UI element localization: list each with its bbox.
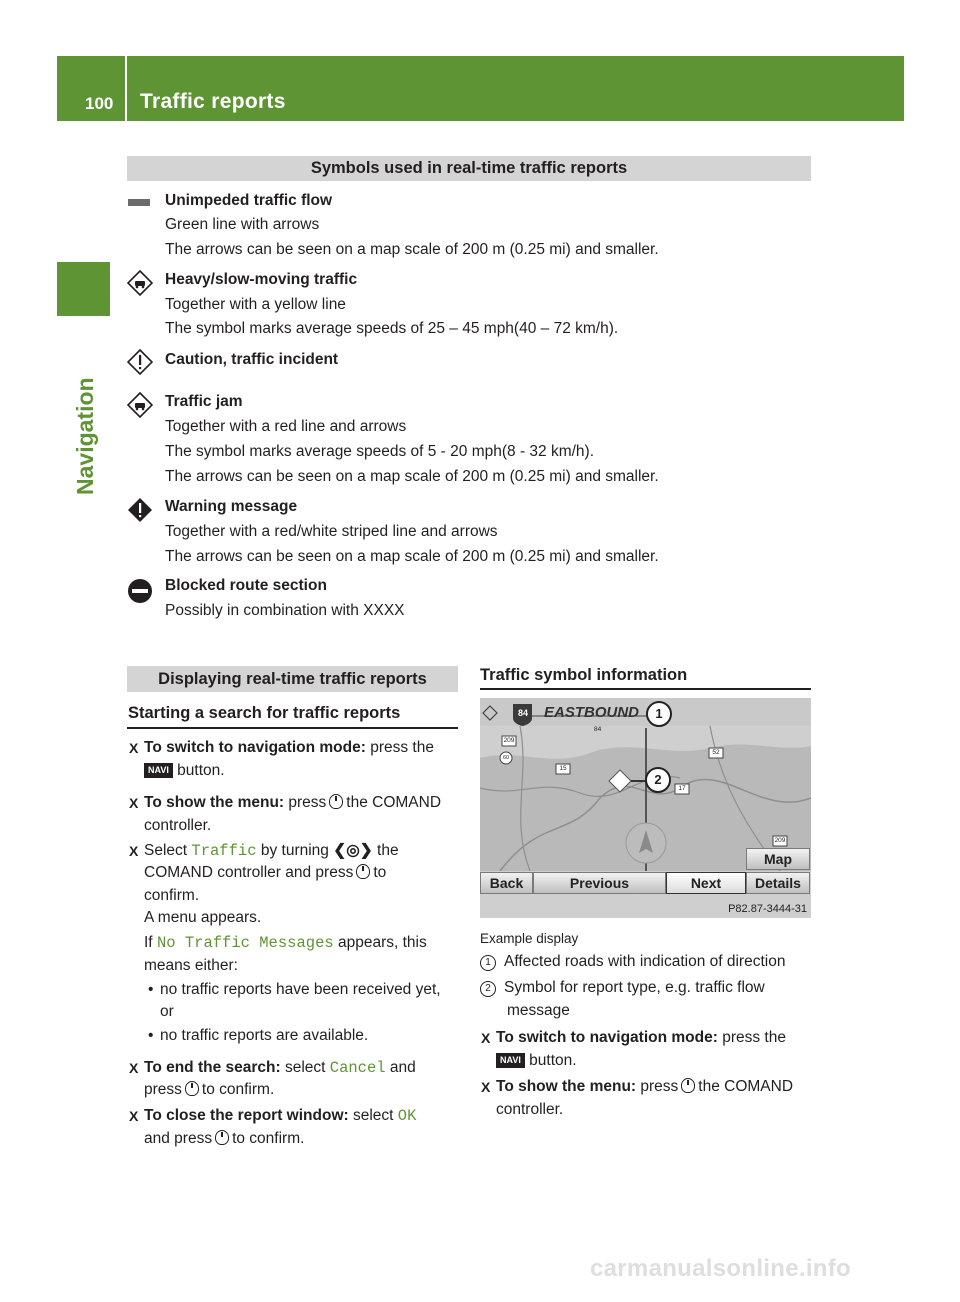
step-arrow: X bbox=[129, 740, 139, 756]
symbol-desc: The arrows can be seen on a map scale of 200 m (0.25 mi) and smaller. bbox=[165, 241, 659, 258]
details-button[interactable]: Details bbox=[746, 872, 810, 894]
previous-button[interactable]: Previous bbox=[533, 872, 666, 894]
step-arrow: X bbox=[129, 795, 139, 811]
controller-turn-icon: ❮◎❯ bbox=[333, 842, 373, 859]
step-select-traffic: Select Traffic by turning ❮◎❯ the bbox=[144, 842, 399, 860]
map-caption: Example display bbox=[480, 931, 579, 946]
side-tab-label: Navigation bbox=[72, 377, 98, 495]
callout-1: 1 bbox=[646, 701, 672, 727]
step-arrow: X bbox=[129, 1108, 139, 1124]
symbol-desc: Together with a yellow line bbox=[165, 296, 346, 313]
symbol-desc: Possibly in combination with XXXX bbox=[165, 602, 405, 619]
bullet-item: no traffic reports have been received yet, bbox=[160, 981, 441, 998]
symbol-title: Unimpeded traffic flow bbox=[165, 192, 333, 209]
callout-2: 2 bbox=[645, 767, 671, 793]
navi-button-icon: NAVI bbox=[144, 763, 173, 778]
step-arrow: X bbox=[481, 1079, 491, 1095]
step-arrow: X bbox=[129, 843, 139, 859]
symbol-title: Blocked route section bbox=[165, 577, 327, 594]
step-navi: To switch to navigation mode: press the bbox=[144, 739, 434, 756]
route-label: 17 bbox=[678, 785, 686, 792]
step-navi-right-line2: NAVI button. bbox=[496, 1050, 577, 1072]
route-label: 52 bbox=[712, 749, 720, 756]
watermark: carmanualsonline.info bbox=[590, 1255, 852, 1282]
navi-button-icon: NAVI bbox=[496, 1053, 525, 1068]
subheading-rule bbox=[127, 727, 458, 729]
step-menu-right: To show the menu: press the COMAND bbox=[496, 1078, 794, 1095]
step-select-line6: means either: bbox=[144, 957, 238, 974]
symbol-title: Heavy/slow-moving traffic bbox=[165, 271, 358, 288]
step-end-search: To end the search: select Cancel and bbox=[144, 1059, 416, 1077]
symbol-title: Traffic jam bbox=[165, 393, 243, 410]
step-select-line5: If No Traffic Messages appears, this bbox=[144, 934, 427, 952]
road-shield-label: 84 bbox=[517, 708, 528, 718]
controller-press-icon bbox=[356, 864, 370, 879]
displaying-section-heading: Displaying real-time traffic reports bbox=[127, 666, 458, 692]
route-label: 84 bbox=[594, 726, 602, 733]
step-menu-line2: controller. bbox=[144, 817, 212, 834]
legend-item-cont: message bbox=[507, 1002, 570, 1019]
step-close-window: To close the report window: select OK bbox=[144, 1107, 417, 1125]
bullet-dot: • bbox=[148, 981, 154, 998]
symbol-title: Warning message bbox=[165, 498, 298, 515]
step-select-line4: A menu appears. bbox=[144, 909, 262, 926]
green-line-icon bbox=[128, 199, 150, 206]
header-divider bbox=[125, 56, 127, 121]
symbol-desc: Green line with arrows bbox=[165, 216, 320, 233]
step-select-line2: COMAND controller and press to bbox=[144, 864, 387, 881]
legend-item: 1 Affected roads with indication of direction bbox=[480, 951, 785, 973]
caution-icon bbox=[127, 349, 153, 375]
symbol-desc: The arrows can be seen on a map scale of 200 m (0.25 mi) and smaller. bbox=[165, 468, 659, 485]
symbol-desc: The symbol marks average speeds of 5 - 20 mph(8 - 32 km/h). bbox=[165, 443, 595, 460]
step-select-line3: confirm. bbox=[144, 887, 200, 904]
traffic-symbol-heading: Traffic symbol information bbox=[480, 666, 688, 684]
step-menu-right-line2: controller. bbox=[496, 1101, 564, 1118]
controller-press-icon bbox=[185, 1081, 199, 1096]
blocked-icon bbox=[127, 578, 153, 604]
image-code: P82.87-3444-31 bbox=[728, 903, 807, 915]
symbol-desc: Together with a red line and arrows bbox=[165, 418, 407, 435]
symbol-desc: The arrows can be seen on a map scale of 200 m (0.25 mi) and smaller. bbox=[165, 548, 659, 565]
back-button[interactable]: Back bbox=[480, 872, 533, 894]
direction-label: EASTBOUND bbox=[544, 704, 640, 721]
symbols-section-heading: Symbols used in real-time traffic reports bbox=[127, 156, 811, 181]
symbol-desc: The symbol marks average speeds of 25 – 45 mph(40 – 72 km/h). bbox=[165, 320, 619, 337]
controller-press-icon bbox=[681, 1078, 695, 1093]
symbol-title: Caution, traffic incident bbox=[165, 351, 339, 368]
step-navi-right: To switch to navigation mode: press the bbox=[496, 1029, 786, 1046]
legend-item: 2 Symbol for report type, e.g. traffic flow bbox=[480, 977, 765, 999]
map-button[interactable]: Map bbox=[746, 848, 810, 870]
slow-traffic-icon bbox=[127, 270, 153, 296]
traffic-jam-icon bbox=[127, 392, 153, 418]
symbol-desc: Together with a red/white striped line and arrows bbox=[165, 523, 498, 540]
step-menu: To show the menu: press the COMAND bbox=[144, 794, 442, 811]
route-label: 209 bbox=[774, 837, 786, 844]
map-display bbox=[480, 698, 811, 918]
step-end-line2: press to confirm. bbox=[144, 1081, 275, 1098]
route-label: 209 bbox=[503, 737, 515, 744]
route-label: 60 bbox=[502, 755, 510, 761]
step-arrow: X bbox=[129, 1060, 139, 1076]
search-subheading: Starting a search for traffic reports bbox=[128, 704, 401, 722]
step-close-line2: and press to confirm. bbox=[144, 1130, 305, 1147]
bullet-item: no traffic reports are available. bbox=[160, 1027, 369, 1044]
step-navi-line2: NAVI button. bbox=[144, 760, 225, 782]
bullet-dot: • bbox=[148, 1027, 154, 1044]
step-arrow: X bbox=[481, 1030, 491, 1046]
warning-icon bbox=[127, 497, 153, 523]
route-label: 15 bbox=[559, 765, 567, 772]
controller-press-icon bbox=[329, 794, 343, 809]
side-tab-marker bbox=[57, 262, 110, 316]
heading-rule bbox=[480, 688, 811, 690]
page-number: 100 bbox=[85, 94, 114, 113]
page-title: Traffic reports bbox=[140, 90, 286, 113]
next-button[interactable]: Next bbox=[666, 872, 746, 894]
bullet-item-cont: or bbox=[160, 1003, 174, 1020]
controller-press-icon bbox=[215, 1130, 229, 1145]
